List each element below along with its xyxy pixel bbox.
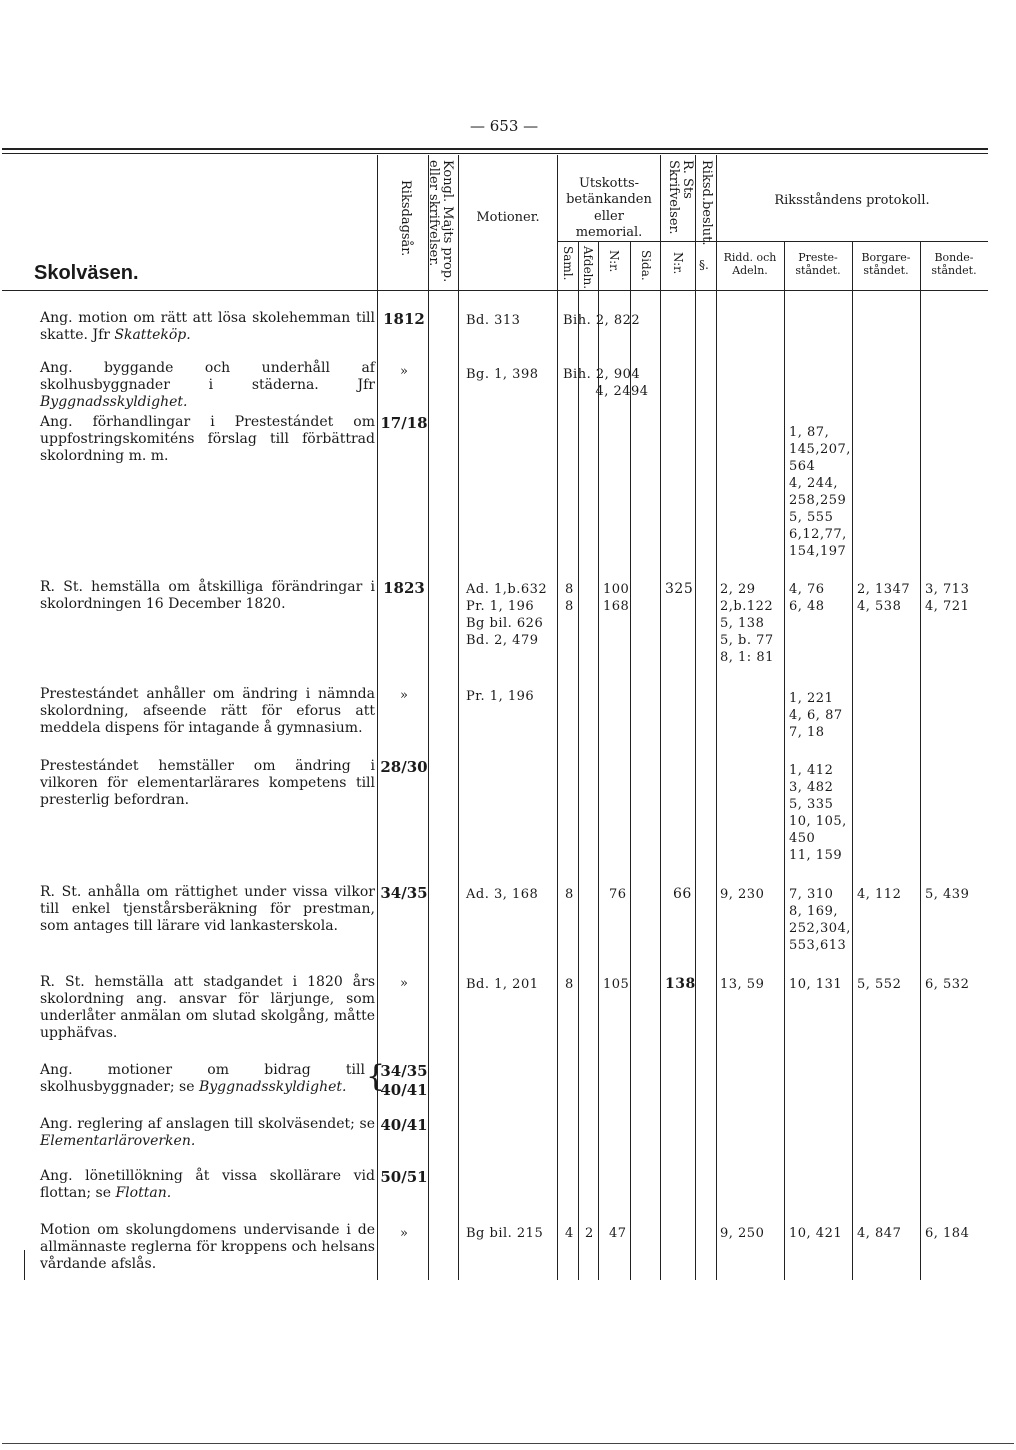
section-title: Skolväsen.	[34, 262, 139, 284]
row-utskott: Bih. 2, 822	[563, 313, 641, 328]
row-description: Ang. motioner om bidrag till skolhusbyggnader; se Byggnadsskyldighet.	[40, 1062, 365, 1095]
row-borgare: 4, 112	[857, 887, 902, 902]
header-saml: Saml.	[561, 246, 575, 281]
header-nr: N:r.	[607, 250, 621, 273]
header-motioner: Motioner.	[476, 210, 540, 225]
row-bonde: 3, 713 4, 721	[925, 582, 970, 614]
row-bonde: 6, 532	[925, 977, 970, 992]
header-riksd: Riksd.beslut.	[699, 160, 714, 246]
row-description: Ang. byggande och underhåll af skolhusbyggnader i städerna. Jfr Byggnadsskyldighet.	[40, 360, 375, 410]
row-saml: 8	[565, 887, 574, 902]
row-year: 1823	[383, 579, 425, 597]
row-description: Ang. reglering af anslagen till skolväsendet; se Elementarläroverken.	[40, 1116, 375, 1149]
row-preste: 1, 221 4, 6, 87 7, 18	[789, 691, 843, 740]
row-borgare: 2, 1347 4, 538	[857, 582, 911, 614]
row-afd: 2	[585, 1226, 594, 1241]
row-bonde: 6, 184	[925, 1226, 970, 1241]
row-nr: 47	[609, 1226, 627, 1241]
row-year: »	[400, 688, 408, 703]
row-motion: Bd. 1, 201	[466, 977, 539, 992]
row-preste: 7, 310 8, 169, 252,304, 553,613	[789, 887, 851, 953]
row-preste: 1, 412 3, 482 5, 335 10, 105, 450 11, 159	[789, 763, 847, 863]
row-nr: 76	[609, 887, 627, 902]
header-riksstandens: Riksståndens protokoll.	[774, 193, 930, 208]
header-sida: Sida.	[639, 250, 653, 281]
row-preste: 1, 87, 145,207, 564 4, 244, 258,259 5, 555 6,12,77, 154,197	[789, 425, 851, 559]
header-borgare: Borgare-ståndet.	[861, 251, 911, 278]
row-description: Prestestándet hemställer om ändring i vilkoren för elementarlärares kompetens till presterlig befordran.	[40, 758, 375, 808]
row-preste: 10, 131	[789, 977, 843, 992]
row-borgare: 5, 552	[857, 977, 902, 992]
row-motion: Bg bil. 215	[466, 1226, 544, 1241]
row-bonde: 5, 439	[925, 887, 970, 902]
row-utskott: Bih. 2, 904 4, 2494	[563, 367, 649, 399]
row-preste: 10, 421	[789, 1226, 843, 1241]
row-rsts: 138	[665, 976, 696, 992]
row-ridd: 13, 59	[720, 977, 765, 992]
row-year: 17/18	[380, 414, 428, 432]
row-borgare: 4, 847	[857, 1226, 902, 1241]
row-ridd: 9, 250	[720, 1226, 765, 1241]
page-number: — 653 —	[470, 117, 539, 135]
header-afdeln: Afdeln.	[581, 246, 595, 290]
row-description: R. St. anhålla om rättighet under vissa vilkor till enkel tjenstårsberäkning för prestman, som antages till lärare vid lankasterskola.	[40, 884, 375, 934]
row-motion: Ad. 3, 168	[466, 887, 539, 902]
row-nr: 105	[603, 977, 630, 992]
row-motion: Bg. 1, 398	[466, 367, 539, 382]
row-saml: 8 8	[565, 582, 574, 614]
brace: {	[366, 1059, 386, 1094]
header-bonde: Bonde-ståndet.	[931, 251, 977, 278]
row-description: Prestestándet anhåller om ändring i nämnda skolordning, afseende rätt för eforus att meddela dispens för intagande å gymnasium.	[40, 686, 375, 736]
row-description: Ang. motion om rätt att lösa skolehemman till skatte. Jfr Skatteköp.	[40, 310, 375, 343]
row-year: 34/35 40/41	[380, 1062, 428, 1099]
row-year: 50/51	[380, 1168, 428, 1186]
row-year: »	[400, 364, 408, 379]
row-ridd: 9, 230	[720, 887, 765, 902]
header-riksdagsar: Riksdagsår.	[398, 180, 413, 257]
row-description: Ang. lönetillökning åt vissa skollärare vid flottan; se Flottan.	[40, 1168, 375, 1201]
row-year: »	[400, 1226, 408, 1241]
header-kongl: Kongl. Majts prop. eller skrifvelser.	[426, 160, 455, 283]
row-year: 34/35	[380, 884, 428, 902]
row-saml: 4	[565, 1226, 574, 1241]
row-rsts: 66	[673, 886, 692, 902]
row-nr: 100 168	[603, 582, 630, 614]
header-para: §.	[699, 258, 709, 272]
row-description: R. St. hemställa om åtskilliga förändringar i skolordningen 16 December 1820.	[40, 579, 375, 612]
row-rsts: 325	[665, 581, 694, 597]
row-year: 1812	[383, 310, 425, 328]
row-motion: Pr. 1, 196	[466, 689, 535, 704]
row-year: 28/30	[380, 758, 428, 776]
row-ridd: 2, 29 2,b.122 5, 138 5, b. 77 8, 1: 81	[720, 582, 774, 665]
row-description: Motion om skolungdomens undervisande i de allmännaste reglerna för kroppens och helsans vårdande afslås.	[40, 1222, 375, 1272]
row-year: 40/41	[380, 1116, 428, 1134]
row-year: »	[400, 976, 408, 991]
header-utskotts: Utskotts-betänkanden eller memorial.	[566, 176, 652, 240]
row-description: R. St. hemställa att stadgandet i 1820 års skolordning ang. ansvar för lärjunge, som underlåter anmälan om slutad skolgång, måtte upphäfvas.	[40, 974, 375, 1041]
row-motion: Bd. 313	[466, 313, 521, 328]
header-preste: Preste-ståndet.	[795, 251, 841, 278]
row-motion: Ad. 1,b.632 Pr. 1, 196 Bg bil. 626 Bd. 2, 479	[466, 582, 548, 648]
header-nr2: N:r.	[671, 252, 685, 275]
header-rsts: R. Sts Skrifvelser.	[666, 160, 695, 235]
row-description: Ang. förhandlingar i Prestestándet om uppfostringskomiténs förslag till förbättrad skolordning m. m.	[40, 414, 375, 464]
row-saml: 8	[565, 977, 574, 992]
header-ridd: Ridd. och Adeln.	[723, 251, 777, 278]
row-preste: 4, 76 6, 48	[789, 582, 825, 614]
